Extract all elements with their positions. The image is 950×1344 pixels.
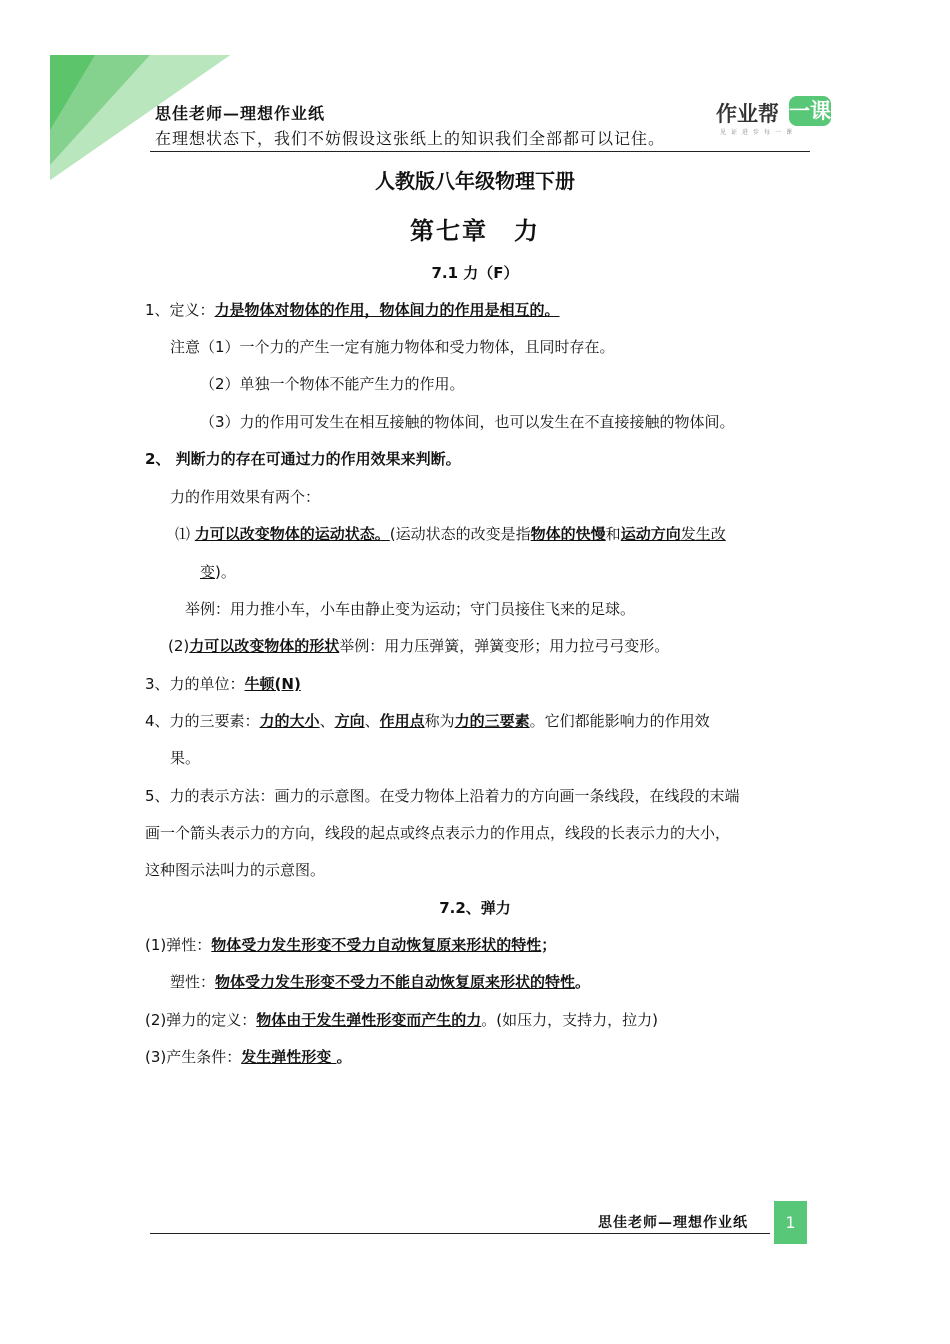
elastic-force-definition: (2)弹力的定义：物体由于发生弹性形变而产生的力。(如压力，支持力，拉力)	[145, 1011, 658, 1029]
section-heading-7-2: 7.2、弹力	[439, 899, 511, 917]
effect-1-cont: 变)。	[200, 563, 236, 581]
point-5-line-1: 5、力的表示方法：画力的示意图。在受力物体上沿着力的方向画一条线段，在线段的末端	[145, 787, 740, 805]
logo-tagline: 见证进步每一课	[720, 129, 798, 136]
point-5-line-2: 画一个箭头表示力的方向，线段的起点或终点表示力的作用点，线段的长表示力的大小，	[145, 824, 731, 842]
plasticity-line: 塑性：物体受力发生形变不受力不能自动恢复原来形状的特性。	[170, 973, 591, 991]
effect-2: (2)力可以改变物体的形状举例：用力压弹簧，弹簧变形；用力拉弓弓变形。	[168, 637, 670, 655]
chapter-title: 第七章 力	[410, 217, 540, 245]
document-title: 人教版八年级物理下册	[375, 169, 575, 193]
point-2: 2、 判断力的存在可通过力的作用效果来判断。	[145, 450, 461, 468]
point-5-line-3: 这种图示法叫力的示意图。	[145, 861, 326, 879]
elasticity-line: (1)弹性：物体受力发生形变不受力自动恢复原来形状的特性；	[145, 936, 557, 954]
header-divider	[150, 151, 810, 152]
example-1: 举例：用力推小车，小车由静止变为运动；守门员接住飞来的足球。	[185, 600, 636, 618]
note-3: （3）力的作用可发生在相互接触的物体间，也可以发生在不直接接触的物体间。	[200, 413, 735, 431]
page-number: 1	[774, 1201, 807, 1244]
definition-line: 1、定义：力是物体对物体的作用，物体间力的作用是相互的。	[145, 301, 560, 319]
footer-text: 思佳老师—理想作业纸	[598, 1215, 748, 1231]
brand-logo	[716, 96, 836, 136]
footer-divider	[150, 1233, 770, 1234]
note-1: 注意（1）一个力的产生一定有施力物体和受力物体，且同时存在。	[170, 338, 615, 356]
header-subtitle: 在理想状态下，我们不妨假设这张纸上的知识我们全部都可以记住。	[155, 129, 666, 148]
logo-box: 一课	[789, 96, 831, 126]
point-3: 3、力的单位：牛顿(N)	[145, 675, 301, 693]
note-2: （2）单独一个物体不能产生力的作用。	[200, 375, 465, 393]
header-title: 思佳老师—理想作业纸	[155, 104, 326, 123]
effects-intro: 力的作用效果有两个：	[170, 488, 321, 506]
section-heading-7-1: 7.1 力（F）	[431, 264, 519, 282]
point-4-cont: 果。	[170, 749, 201, 767]
logo-text: 作业帮	[716, 102, 779, 126]
effect-1: ⑴ 力可以改变物体的运动状态。(运动状态的改变是指物体的快慢和运动方向发生改	[175, 525, 726, 543]
condition-line: (3)产生条件：发生弹性形变 。	[145, 1048, 352, 1066]
point-4: 4、力的三要素：力的大小、方向、作用点称为力的三要素。它们都能影响力的作用效	[145, 712, 710, 730]
